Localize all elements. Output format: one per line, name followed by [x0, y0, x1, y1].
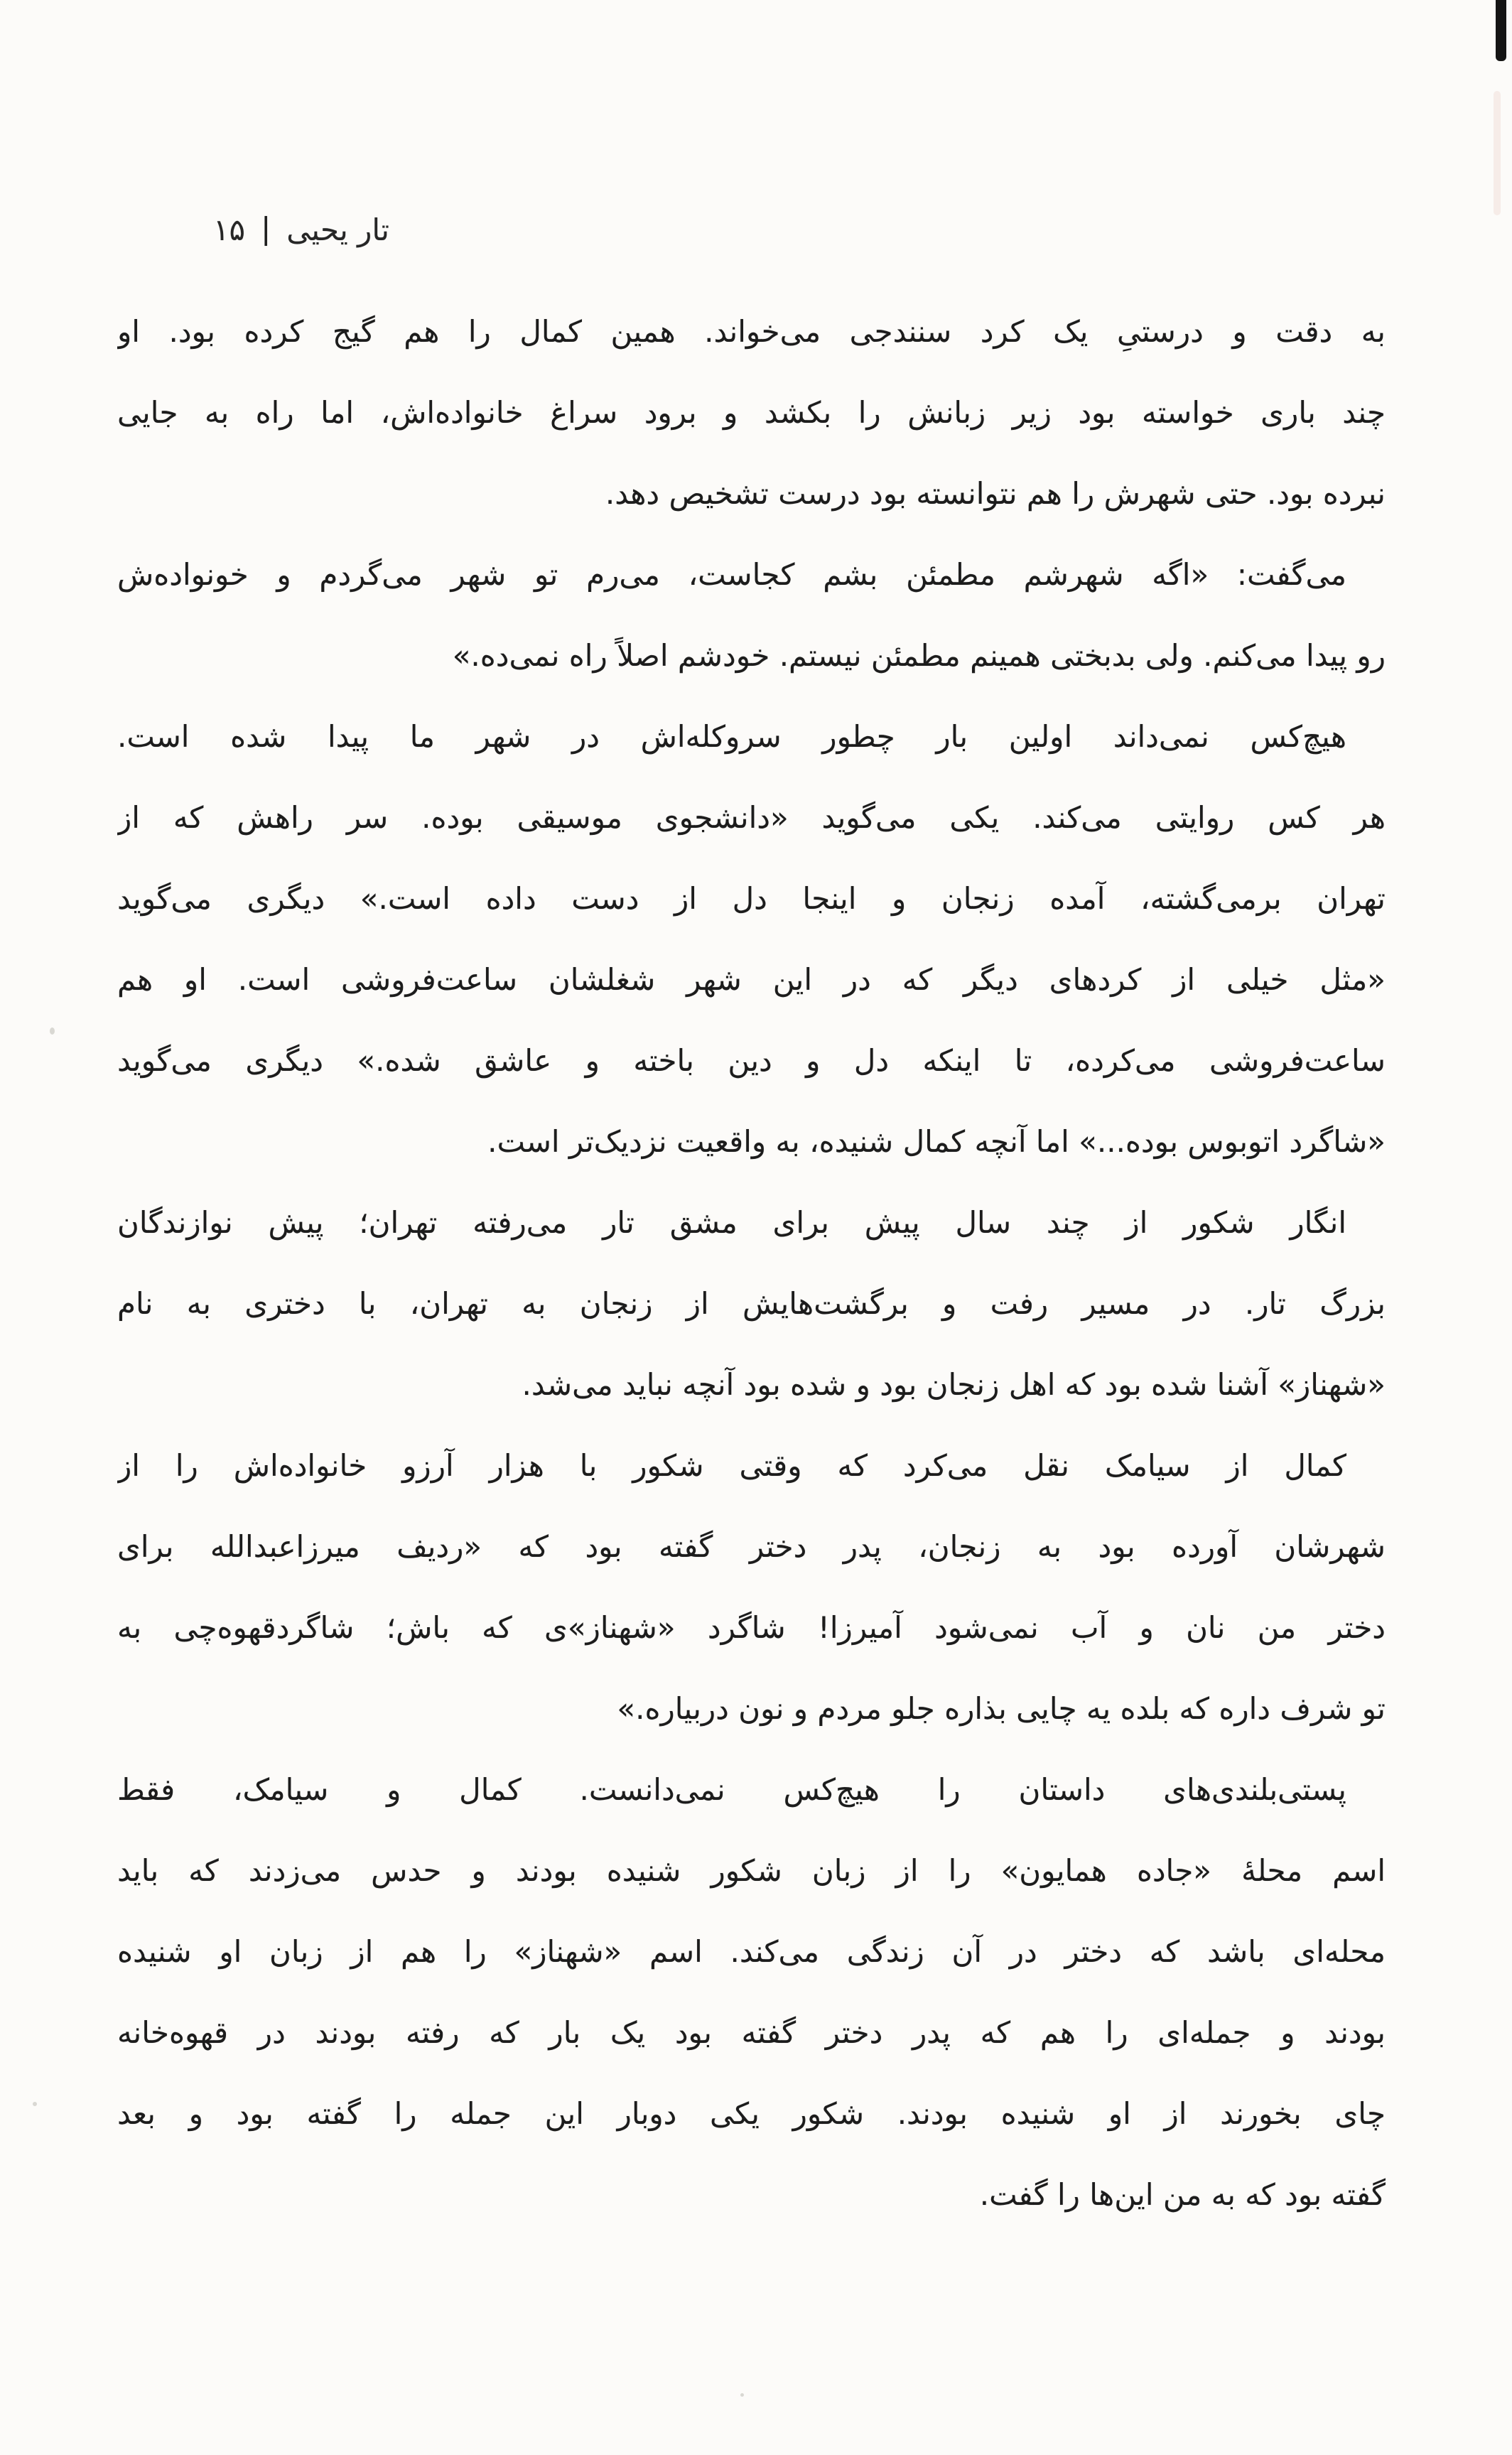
- text-line: «شهناز» آشنا شده بود که اهل زنجان بود و شده بود آنچه نباید می‌شد.: [522, 1367, 1386, 1402]
- text-line: نبرده بود. حتی شهرش را هم نتوانسته بود درست تشخیص دهد.: [605, 476, 1386, 511]
- text-line: شهرشان آورده بود به زنجان، پدر دختر گفته بود که «ردیف میرزاعبدالله برای: [117, 1529, 1386, 1564]
- text-line: اسم محلهٔ «جاده همایون» را از زبان شکور شنیده بودند و حدس می‌زدند که باید: [117, 1853, 1386, 1888]
- text-line: به دقت و درستیِ یک کرد سنندجی می‌خواند. همین کمال را هم گیج کرده بود. او: [117, 314, 1386, 349]
- text-line: چند باری خواسته بود زیر زبانش را بکشد و برود سراغ خانواده‌اش، اما راه به جایی: [117, 395, 1386, 430]
- text-line: ساعت‌فروشی می‌کرده، تا اینکه دل و دین باخته و عاشق شده.» دیگری می‌گوید: [117, 1043, 1386, 1078]
- scan-speck: [33, 2102, 37, 2106]
- text-line: گفته بود که به من این‌ها را گفت.: [979, 2177, 1386, 2212]
- scan-artifact-corner: [1496, 0, 1506, 61]
- text-line: هر کس روایتی می‌کند. یکی می‌گوید «دانشجوی موسیقی بوده. سر راهش که از: [117, 800, 1386, 835]
- text-line: هیچ‌کس نمی‌داند اولین بار چطور سروکله‌اش در شهر ما پیدا شده است.: [117, 719, 1346, 754]
- text-line: محله‌ای باشد که دختر در آن زندگی می‌کند. اسم «شهناز» را هم از زبان او شنیده: [117, 1934, 1386, 1969]
- scan-speck: [50, 1027, 55, 1035]
- text-line: تهران برمی‌گشته، آمده زنجان و اینجا دل از دست داده است.» دیگری می‌گوید: [117, 881, 1386, 916]
- page-text: [117, 291, 1386, 2235]
- text-line: دختر من نان و آب نمی‌شود آمیرزا! شاگرد «شهناز»ی که باش؛ شاگردقهوه‌چی به: [117, 1610, 1386, 1645]
- text-line: رو پیدا می‌کنم. ولی بدبختی همینم مطمئن نیستم. خودشم اصلاً راه نمی‌ده.»: [452, 638, 1386, 673]
- text-line: «شاگرد اتوبوس بوده...» اما آنچه کمال شنیده، به واقعیت نزدیک‌تر است.: [487, 1124, 1386, 1159]
- text-line: بزرگ تار. در مسیر رفت و برگشت‌هایش از زنجان به تهران، با دختری به نام: [117, 1286, 1386, 1321]
- text-line: بودند و جمله‌ای را هم که پدر دختر گفته بود یک بار که رفته بودند در قهوه‌خانه: [117, 2015, 1386, 2050]
- page-header: [213, 198, 389, 263]
- page-number: ۱۵: [213, 212, 246, 247]
- running-title: تار یحیی: [286, 212, 389, 247]
- text-line: «مثل خیلی از کردهای دیگر که در این شهر شغلشان ساعت‌فروشی است. او هم: [117, 962, 1386, 997]
- text-line: می‌گفت: «اگه شهرشم مطمئن بشم کجاست، می‌رم تو شهر می‌گردم و خونواده‌ش: [117, 557, 1346, 592]
- text-line: تو شرف داره که بلده یه چایی بذاره جلو مردم و نون دربیاره.»: [617, 1691, 1386, 1726]
- text-line: پستی‌بلندی‌های داستان را هیچ‌کس نمی‌دانست. کمال و سیامک، فقط: [117, 1772, 1346, 1807]
- text-line: کمال از سیامک نقل می‌کرد که وقتی شکور با هزار آرزو خانواده‌اش را از: [117, 1448, 1346, 1483]
- scan-speck: [740, 2393, 744, 2397]
- text-line: چای بخورند از او شنیده بودند. شکور یکی دوبار این جمله را گفته بود و بعد: [117, 2096, 1386, 2131]
- header-separator: |: [261, 211, 271, 246]
- scan-artifact-streak: [1494, 91, 1501, 215]
- text-line: انگار شکور از چند سال پیش برای مشق تار می‌رفته تهران؛ پیش نوازندگان: [117, 1205, 1346, 1240]
